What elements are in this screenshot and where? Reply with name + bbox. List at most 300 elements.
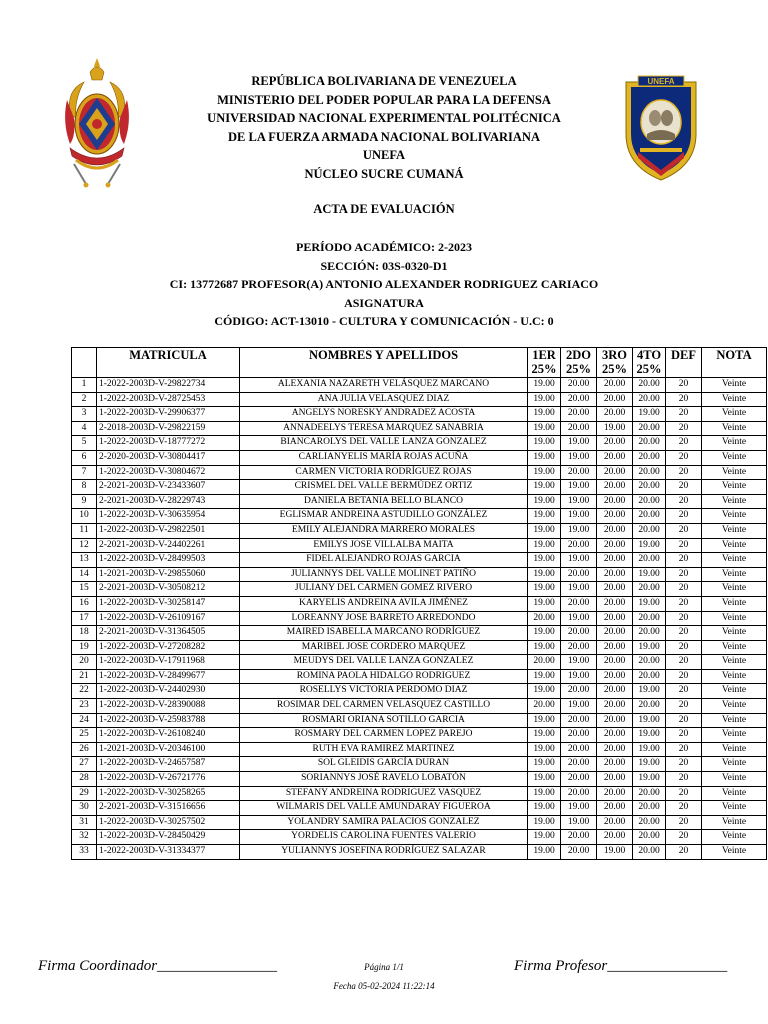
row-number: 6 — [72, 450, 97, 465]
corte-2-cell: 20.00 — [561, 786, 597, 801]
corte-4-cell: 19.00 — [633, 684, 666, 699]
row-number: 25 — [72, 728, 97, 743]
corte-4-cell: 20.00 — [633, 509, 666, 524]
corte-2-cell: 19.00 — [561, 801, 597, 816]
header-corte-4 — [633, 348, 666, 378]
row-number: 29 — [72, 786, 97, 801]
table-row — [72, 450, 767, 465]
header-corte-3-label: 3RO — [602, 348, 627, 362]
def-cell: 20 — [666, 436, 702, 451]
corte-3-cell: 19.00 — [597, 421, 633, 436]
table-row — [72, 669, 767, 684]
row-number: 8 — [72, 480, 97, 495]
nota-cell: Veinte — [702, 567, 767, 582]
corte-2-cell: 19.00 — [561, 509, 597, 524]
header-corte-3-weight: 25% — [602, 362, 627, 376]
corte-3-cell: 20.00 — [597, 465, 633, 480]
row-number: 23 — [72, 699, 97, 714]
nombre-cell: ALEXANIA NAZARETH VELÁSQUEZ MARCANO — [240, 378, 528, 393]
nombre-cell: ANNADEELYS TERESA MARQUEZ SANABRIA — [240, 421, 528, 436]
nota-cell: Veinte — [702, 713, 767, 728]
nombre-cell: WILMARIS DEL VALLE AMUNDARAY FIGUEROA — [240, 801, 528, 816]
corte-3-cell: 20.00 — [597, 830, 633, 845]
corte-1-cell: 19.00 — [528, 830, 561, 845]
nota-cell: Veinte — [702, 465, 767, 480]
corte-4-cell: 20.00 — [633, 450, 666, 465]
nota-cell: Veinte — [702, 392, 767, 407]
table-row — [72, 655, 767, 670]
row-number: 17 — [72, 611, 97, 626]
corte-4-cell: 20.00 — [633, 669, 666, 684]
row-number: 11 — [72, 523, 97, 538]
corte-3-cell: 20.00 — [597, 596, 633, 611]
nota-cell: Veinte — [702, 757, 767, 772]
table-row — [72, 728, 767, 743]
corte-4-cell: 19.00 — [633, 757, 666, 772]
def-cell: 20 — [666, 523, 702, 538]
nombre-cell: STEFANY ANDREINA RODRIGUEZ VASQUEZ — [240, 786, 528, 801]
nombre-cell: ROSELLYS VICTORIA PERDOMO DIAZ — [240, 684, 528, 699]
nombre-cell: YULIANNYS JOSEFINA RODRÍGUEZ SALAZAR — [240, 845, 528, 860]
corte-2-cell: 20.00 — [561, 772, 597, 787]
def-cell: 20 — [666, 582, 702, 597]
header-corte-4-weight: 25% — [636, 362, 662, 376]
nota-cell: Veinte — [702, 830, 767, 845]
nombre-cell: EGLISMAR ANDREINA ASTUDILLO GONZÁLEZ — [240, 509, 528, 524]
unefa-logo-text: UNEFA — [647, 77, 675, 86]
corte-3-cell: 20.00 — [597, 611, 633, 626]
nombre-cell: EMILY ALEJANDRA MARRERO MORALES — [240, 523, 528, 538]
corte-4-cell: 19.00 — [633, 538, 666, 553]
corte-1-cell: 19.00 — [528, 684, 561, 699]
corte-2-cell: 20.00 — [561, 640, 597, 655]
matricula-cell: 1-2022-2003D-V-25983788 — [97, 713, 240, 728]
corte-2-cell: 19.00 — [561, 582, 597, 597]
matricula-cell: 1-2022-2003D-V-29822734 — [97, 378, 240, 393]
row-number: 3 — [72, 407, 97, 422]
corte-4-cell: 20.00 — [633, 494, 666, 509]
nombre-cell: EMILYS JOSE VILLALBA MAITA — [240, 538, 528, 553]
corte-4-cell: 20.00 — [633, 553, 666, 568]
nombre-cell: ROSMARY DEL CARMEN LOPEZ PAREJO — [240, 728, 528, 743]
nota-cell: Veinte — [702, 582, 767, 597]
def-cell: 20 — [666, 553, 702, 568]
corte-4-cell: 20.00 — [633, 626, 666, 641]
corte-4-cell: 19.00 — [633, 640, 666, 655]
corte-2-cell: 19.00 — [561, 523, 597, 538]
matricula-cell: 1-2022-2003D-V-30258147 — [97, 596, 240, 611]
corte-1-cell: 20.00 — [528, 655, 561, 670]
nombre-cell: YORDELIS CAROLINA FUENTES VALERIO — [240, 830, 528, 845]
codigo-line: CÓDIGO: ACT-13010 - CULTURA Y COMUNICACIÓN - U.C: 0 — [214, 314, 554, 328]
corte-3-cell: 20.00 — [597, 772, 633, 787]
corte-1-cell: 19.00 — [528, 640, 561, 655]
course-info — [120, 238, 648, 331]
corte-4-cell: 20.00 — [633, 801, 666, 816]
matricula-cell: 1-2022-2003D-V-28499503 — [97, 553, 240, 568]
corte-2-cell: 20.00 — [561, 742, 597, 757]
corte-1-cell: 19.00 — [528, 772, 561, 787]
corte-3-cell: 20.00 — [597, 553, 633, 568]
def-cell: 20 — [666, 611, 702, 626]
table-row — [72, 713, 767, 728]
corte-4-cell: 20.00 — [633, 582, 666, 597]
row-number: 27 — [72, 757, 97, 772]
table-row — [72, 626, 767, 641]
nota-cell: Veinte — [702, 669, 767, 684]
nota-cell: Veinte — [702, 684, 767, 699]
corte-3-cell: 20.00 — [597, 538, 633, 553]
matricula-cell: 2-2021-2003D-V-30508212 — [97, 582, 240, 597]
corte-4-cell: 20.00 — [633, 523, 666, 538]
def-cell: 20 — [666, 450, 702, 465]
nombre-cell: BIANCAROLYS DEL VALLE LANZA GONZALEZ — [240, 436, 528, 451]
table-row — [72, 407, 767, 422]
corte-3-cell: 20.00 — [597, 684, 633, 699]
nombre-cell: CRISMEL DEL VALLE BERMÚDEZ ORTIZ — [240, 480, 528, 495]
header-corte-2 — [561, 348, 597, 378]
corte-4-cell: 20.00 — [633, 611, 666, 626]
corte-1-cell: 19.00 — [528, 523, 561, 538]
def-cell: 20 — [666, 392, 702, 407]
corte-1-cell: 19.00 — [528, 465, 561, 480]
table-row — [72, 640, 767, 655]
corte-3-cell: 20.00 — [597, 450, 633, 465]
def-cell: 20 — [666, 494, 702, 509]
row-number: 5 — [72, 436, 97, 451]
corte-3-cell: 19.00 — [597, 845, 633, 860]
corte-3-cell: 20.00 — [597, 523, 633, 538]
header-corte-1-weight: 25% — [531, 362, 557, 376]
header-num — [72, 348, 97, 378]
corte-3-cell: 20.00 — [597, 757, 633, 772]
nombre-cell: CARMEN VICTORIA RODRÍGUEZ ROJAS — [240, 465, 528, 480]
nota-cell: Veinte — [702, 786, 767, 801]
grades-table — [71, 347, 767, 860]
corte-2-cell: 20.00 — [561, 407, 597, 422]
corte-3-cell: 20.00 — [597, 713, 633, 728]
matricula-cell: 1-2022-2003D-V-26721776 — [97, 772, 240, 787]
table-row — [72, 494, 767, 509]
row-number: 28 — [72, 772, 97, 787]
nota-cell: Veinte — [702, 494, 767, 509]
nota-cell: Veinte — [702, 728, 767, 743]
institution-header — [120, 72, 648, 183]
corte-3-cell: 20.00 — [597, 655, 633, 670]
corte-4-cell: 19.00 — [633, 407, 666, 422]
nota-cell: Veinte — [702, 640, 767, 655]
corte-1-cell: 19.00 — [528, 553, 561, 568]
document-title: ACTA DE EVALUACIÓN — [313, 202, 455, 216]
corte-1-cell: 19.00 — [528, 450, 561, 465]
corte-4-cell: 20.00 — [633, 378, 666, 393]
header-line-country: REPÚBLICA BOLIVARIANA DE VENEZUELA — [251, 74, 517, 88]
corte-4-cell: 19.00 — [633, 742, 666, 757]
corte-4-cell: 20.00 — [633, 480, 666, 495]
corte-1-cell: 19.00 — [528, 626, 561, 641]
nombre-cell: JULIANNYS DEL VALLE MOLINET PATIÑO — [240, 567, 528, 582]
corte-1-cell: 20.00 — [528, 699, 561, 714]
corte-1-cell: 19.00 — [528, 815, 561, 830]
corte-3-cell: 20.00 — [597, 728, 633, 743]
row-number: 9 — [72, 494, 97, 509]
nombre-cell: MAIRED ISABELLA MARCANO RODRÍGUEZ — [240, 626, 528, 641]
row-number: 21 — [72, 669, 97, 684]
row-number: 33 — [72, 845, 97, 860]
table-row — [72, 465, 767, 480]
row-number: 15 — [72, 582, 97, 597]
nota-cell: Veinte — [702, 509, 767, 524]
def-cell: 20 — [666, 465, 702, 480]
corte-4-cell: 20.00 — [633, 436, 666, 451]
corte-3-cell: 20.00 — [597, 742, 633, 757]
corte-1-cell: 19.00 — [528, 801, 561, 816]
corte-4-cell: 20.00 — [633, 815, 666, 830]
table-row — [72, 421, 767, 436]
fecha-impresion: Fecha 05-02-2024 11:22:14 — [333, 981, 435, 991]
nota-cell: Veinte — [702, 626, 767, 641]
matricula-cell: 2-2021-2003D-V-28229743 — [97, 494, 240, 509]
table-row — [72, 553, 767, 568]
nombre-cell: KARYELIS ANDREINA AVILA JIMÉNEZ — [240, 596, 528, 611]
table-row — [72, 801, 767, 816]
def-cell: 20 — [666, 509, 702, 524]
header-line-unefa: UNEFA — [362, 148, 406, 162]
matricula-cell: 1-2022-2003D-V-30635954 — [97, 509, 240, 524]
corte-1-cell: 19.00 — [528, 713, 561, 728]
corte-1-cell: 19.00 — [528, 669, 561, 684]
nombre-cell: ANA JULIA VELASQUEZ DIAZ — [240, 392, 528, 407]
def-cell: 20 — [666, 538, 702, 553]
nota-cell: Veinte — [702, 378, 767, 393]
corte-1-cell: 19.00 — [528, 392, 561, 407]
corte-1-cell: 19.00 — [528, 786, 561, 801]
matricula-cell: 1-2022-2003D-V-30257502 — [97, 815, 240, 830]
corte-1-cell: 19.00 — [528, 742, 561, 757]
corte-3-cell: 20.00 — [597, 392, 633, 407]
matricula-cell: 2-2018-2003D-V-29822159 — [97, 421, 240, 436]
corte-2-cell: 19.00 — [561, 611, 597, 626]
corte-3-cell: 20.00 — [597, 699, 633, 714]
corte-1-cell: 19.00 — [528, 480, 561, 495]
nota-cell: Veinte — [702, 699, 767, 714]
table-row — [72, 611, 767, 626]
header-line-university: UNIVERSIDAD NACIONAL EXPERIMENTAL POLITÉCNICA — [207, 111, 561, 125]
corte-4-cell: 20.00 — [633, 786, 666, 801]
def-cell: 20 — [666, 699, 702, 714]
def-cell: 20 — [666, 830, 702, 845]
corte-1-cell: 19.00 — [528, 728, 561, 743]
corte-1-cell: 19.00 — [528, 582, 561, 597]
header-corte-2-weight: 25% — [566, 362, 591, 376]
def-cell: 20 — [666, 421, 702, 436]
nombre-cell: YOLANDRY SAMIRA PALACIOS GONZALEZ — [240, 815, 528, 830]
page-number: Página 1/1 — [364, 962, 404, 972]
row-number: 1 — [72, 378, 97, 393]
matricula-cell: 1-2022-2003D-V-29822501 — [97, 523, 240, 538]
grades-table-body — [72, 378, 767, 860]
corte-2-cell: 19.00 — [561, 494, 597, 509]
def-cell: 20 — [666, 655, 702, 670]
corte-2-cell: 20.00 — [561, 596, 597, 611]
table-row — [72, 772, 767, 787]
table-row — [72, 830, 767, 845]
corte-2-cell: 20.00 — [561, 421, 597, 436]
corte-2-cell: 20.00 — [561, 538, 597, 553]
def-cell: 20 — [666, 757, 702, 772]
header-nota: NOTA — [702, 348, 767, 378]
header-corte-1 — [528, 348, 561, 378]
corte-1-cell: 19.00 — [528, 407, 561, 422]
corte-3-cell: 20.00 — [597, 582, 633, 597]
nombre-cell: MARIBEL JOSE CORDERO MARQUEZ — [240, 640, 528, 655]
row-number: 26 — [72, 742, 97, 757]
matricula-cell: 1-2022-2003D-V-30258265 — [97, 786, 240, 801]
nombre-cell: RUTH EVA RAMIREZ MARTINEZ — [240, 742, 528, 757]
nombre-cell: LOREANNY JOSE BARRETO ARREDONDO — [240, 611, 528, 626]
corte-2-cell: 20.00 — [561, 845, 597, 860]
corte-2-cell: 20.00 — [561, 728, 597, 743]
corte-1-cell: 19.00 — [528, 845, 561, 860]
corte-1-cell: 19.00 — [528, 436, 561, 451]
matricula-cell: 1-2022-2003D-V-30804672 — [97, 465, 240, 480]
def-cell: 20 — [666, 407, 702, 422]
nombre-cell: JULIANY DEL CARMEN GOMEZ RIVERO — [240, 582, 528, 597]
row-number: 19 — [72, 640, 97, 655]
corte-2-cell: 19.00 — [561, 815, 597, 830]
row-number: 18 — [72, 626, 97, 641]
nota-cell: Veinte — [702, 611, 767, 626]
matricula-cell: 2-2021-2003D-V-31516656 — [97, 801, 240, 816]
table-header-row — [72, 348, 767, 378]
def-cell: 20 — [666, 640, 702, 655]
matricula-cell: 1-2021-2003D-V-20346100 — [97, 742, 240, 757]
row-number: 10 — [72, 509, 97, 524]
matricula-cell: 1-2022-2003D-V-27208282 — [97, 640, 240, 655]
corte-3-cell: 20.00 — [597, 494, 633, 509]
row-number: 20 — [72, 655, 97, 670]
corte-1-cell: 19.00 — [528, 538, 561, 553]
nota-cell: Veinte — [702, 772, 767, 787]
table-row — [72, 845, 767, 860]
firma-profesor: Firma Profesor________________ — [514, 958, 728, 974]
corte-4-cell: 20.00 — [633, 421, 666, 436]
matricula-cell: 1-2022-2003D-V-17911968 — [97, 655, 240, 670]
corte-4-cell: 19.00 — [633, 728, 666, 743]
corte-2-cell: 19.00 — [561, 553, 597, 568]
matricula-cell: 1-2022-2003D-V-28725453 — [97, 392, 240, 407]
matricula-cell: 1-2022-2003D-V-24402930 — [97, 684, 240, 699]
corte-1-cell: 19.00 — [528, 378, 561, 393]
corte-3-cell: 20.00 — [597, 669, 633, 684]
corte-3-cell: 20.00 — [597, 801, 633, 816]
row-number: 14 — [72, 567, 97, 582]
table-row — [72, 523, 767, 538]
header-def: DEF — [666, 348, 702, 378]
def-cell: 20 — [666, 684, 702, 699]
corte-2-cell: 20.00 — [561, 465, 597, 480]
matricula-cell: 2-2021-2003D-V-24402261 — [97, 538, 240, 553]
corte-1-cell: 19.00 — [528, 421, 561, 436]
periodo-academico: PERÍODO ACADÉMICO: 2-2023 — [296, 240, 472, 254]
corte-3-cell: 20.00 — [597, 509, 633, 524]
def-cell: 20 — [666, 801, 702, 816]
header-corte-4-label: 4TO — [636, 348, 662, 362]
profesor-line: CI: 13772687 PROFESOR(A) ANTONIO ALEXANDER RODRIGUEZ CARIACO — [169, 277, 599, 291]
nombre-cell: ROMINA PAOLA HIDALGO RODRIGUEZ — [240, 669, 528, 684]
nota-cell: Veinte — [702, 742, 767, 757]
def-cell: 20 — [666, 786, 702, 801]
nombre-cell: SOL GLEIDIS GARCÍA DURAN — [240, 757, 528, 772]
corte-4-cell: 20.00 — [633, 465, 666, 480]
matricula-cell: 1-2021-2003D-V-29855060 — [97, 567, 240, 582]
corte-1-cell: 20.00 — [528, 611, 561, 626]
corte-3-cell: 20.00 — [597, 436, 633, 451]
nombre-cell: CARLIANYELIS MARÍA ROJAS ACUÑA — [240, 450, 528, 465]
row-number: 32 — [72, 830, 97, 845]
corte-3-cell: 20.00 — [597, 626, 633, 641]
corte-4-cell: 19.00 — [633, 567, 666, 582]
corte-2-cell: 20.00 — [561, 567, 597, 582]
row-number: 30 — [72, 801, 97, 816]
nota-cell: Veinte — [702, 436, 767, 451]
table-row — [72, 509, 767, 524]
corte-2-cell: 19.00 — [561, 436, 597, 451]
corte-2-cell: 19.00 — [561, 669, 597, 684]
corte-4-cell: 19.00 — [633, 713, 666, 728]
nombre-cell: ANGELYS NORESKY ANDRADEZ ACOSTA — [240, 407, 528, 422]
corte-3-cell: 20.00 — [597, 640, 633, 655]
nota-cell: Veinte — [702, 407, 767, 422]
corte-2-cell: 20.00 — [561, 626, 597, 641]
corte-4-cell: 20.00 — [633, 655, 666, 670]
seccion: SECCIÓN: 03S-0320-D1 — [320, 258, 448, 273]
table-row — [72, 699, 767, 714]
nota-cell: Veinte — [702, 553, 767, 568]
row-number: 12 — [72, 538, 97, 553]
nombre-cell: MEUDYS DEL VALLE LANZA GONZALEZ — [240, 655, 528, 670]
def-cell: 20 — [666, 815, 702, 830]
corte-4-cell: 20.00 — [633, 392, 666, 407]
nombre-cell: SORIANNYS JOSÉ RAVELO LOBATÓN — [240, 772, 528, 787]
nota-cell: Veinte — [702, 845, 767, 860]
def-cell: 20 — [666, 728, 702, 743]
firma-coordinador: Firma Coordinador________________ — [38, 958, 278, 974]
corte-3-cell: 20.00 — [597, 378, 633, 393]
table-row — [72, 567, 767, 582]
corte-2-cell: 20.00 — [561, 378, 597, 393]
def-cell: 20 — [666, 480, 702, 495]
corte-4-cell: 19.00 — [633, 772, 666, 787]
def-cell: 20 — [666, 772, 702, 787]
corte-2-cell: 20.00 — [561, 830, 597, 845]
def-cell: 20 — [666, 713, 702, 728]
asignatura-label: ASIGNATURA — [344, 295, 424, 310]
corte-4-cell: 20.00 — [633, 699, 666, 714]
header-line-armed-forces: DE LA FUERZA ARMADA NACIONAL BOLIVARIANA — [228, 129, 540, 144]
header-corte-1-label: 1ER — [532, 348, 556, 362]
matricula-cell: 1-2022-2003D-V-18777272 — [97, 436, 240, 451]
corte-1-cell: 19.00 — [528, 494, 561, 509]
row-number: 7 — [72, 465, 97, 480]
corte-1-cell: 19.00 — [528, 567, 561, 582]
nota-cell: Veinte — [702, 523, 767, 538]
matricula-cell: 1-2022-2003D-V-29906377 — [97, 407, 240, 422]
nota-cell: Veinte — [702, 801, 767, 816]
table-row — [72, 684, 767, 699]
corte-2-cell: 19.00 — [561, 699, 597, 714]
nota-cell: Veinte — [702, 655, 767, 670]
